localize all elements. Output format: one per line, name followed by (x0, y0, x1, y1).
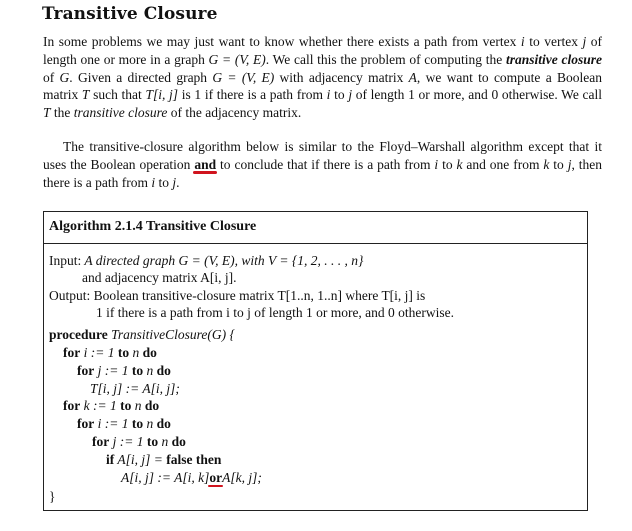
kw: to (120, 398, 132, 413)
kw: do (144, 398, 160, 413)
text: . (176, 174, 180, 190)
code-line-8 (121, 469, 262, 486)
math: T (81, 87, 90, 103)
expr: A[i, j] = (114, 452, 167, 467)
text: to (155, 174, 173, 190)
text: is 1 if there is a path from (178, 87, 327, 103)
text: The transitive-closure algorithm below is similar to the Floyd–Warshall algorithm except that it uses the Boolean operation (43, 139, 602, 172)
expr: i := 1 (80, 345, 118, 360)
procedure-keyword: procedure (49, 327, 108, 342)
expr: n (131, 398, 145, 413)
kw: for (63, 398, 81, 413)
procedure-header (49, 326, 235, 343)
code-line-2 (77, 362, 171, 379)
output-text-cont: 1 if there is a path from i to j of length 1 or more, and 0 otherwise. (96, 305, 455, 320)
math: i (326, 87, 331, 103)
code-line-1 (63, 344, 157, 361)
expr: A[k, j]; (222, 470, 262, 485)
algorithm-output (49, 287, 425, 304)
procedure-close: } (49, 489, 56, 504)
kw: do (156, 416, 171, 431)
kw: for (77, 363, 95, 378)
kw: then (192, 452, 222, 467)
math: A (408, 69, 417, 85)
text: with adjacency matrix (274, 69, 409, 85)
expr: n (129, 345, 143, 360)
kw: to (117, 345, 130, 360)
algorithm-output-cont (96, 304, 454, 321)
expr: n (143, 363, 157, 378)
kw: do (171, 434, 186, 449)
code-line-5 (77, 415, 171, 432)
math: i (520, 34, 525, 49)
math: i (434, 156, 439, 172)
expr: j := 1 (109, 434, 147, 449)
kw: for (63, 345, 81, 360)
math: j (348, 87, 353, 103)
term-emphasis: transitive closure (506, 51, 602, 67)
kw: if (106, 452, 115, 467)
math: T[i, j] (145, 87, 179, 103)
kw: to (146, 434, 159, 449)
kw: for (92, 434, 110, 449)
algorithm-input (49, 252, 363, 269)
code-line-7 (106, 451, 221, 468)
expr: n (158, 434, 172, 449)
expr: i := 1 (94, 416, 132, 431)
math: G = (V, E) (208, 51, 266, 67)
text: to conclude that if there is a path from (216, 156, 435, 172)
expr: n (143, 416, 157, 431)
algorithm-title: Algorithm 2.1.4 Transitive Closure (49, 219, 257, 234)
output-text: Boolean transitive-closure matrix T[1..n, 1..n] where T[i, j] is (90, 288, 426, 303)
code-line-3: T[i, j] := A[i, j]; (90, 381, 180, 396)
input-label: Input: (49, 253, 82, 268)
expr: k := 1 (80, 398, 121, 413)
math: T (43, 105, 51, 121)
algorithm-box (43, 211, 588, 511)
code-line-4 (63, 397, 159, 414)
text: to (330, 87, 349, 103)
text: In some problems we may just want to know whether there exists a path from vertex (43, 34, 521, 49)
input-text-cont: and adjacency matrix A[i, j]. (82, 270, 237, 285)
text: of the adjacency matrix. (167, 105, 302, 121)
kw: do (142, 345, 157, 360)
section-heading: Transitive Closure (42, 4, 218, 24)
paragraph-algorithm-intro (43, 138, 602, 191)
procedure-name: TransitiveClosure(G) { (107, 327, 235, 342)
text: , then there is a path from (43, 156, 602, 190)
and-keyword-annotated: and (194, 156, 217, 172)
text: , we want to compute a Boolean matrix (43, 69, 603, 103)
text: such that (89, 87, 146, 103)
text: to vertex (524, 34, 583, 49)
math: j (582, 34, 587, 49)
input-text: A directed graph G = (V, E), with V = {1, 2, . . . , n} (81, 253, 364, 268)
text: of length one or more in a graph (43, 34, 603, 67)
text: of (43, 69, 60, 85)
math: k (456, 156, 463, 172)
expr: A[i, j] := A[i, k] (121, 470, 210, 485)
text: to (549, 156, 568, 172)
paragraph-intro (43, 33, 602, 122)
term-italic: transitive closure (73, 105, 168, 121)
text: . We call this the problem of computing the (265, 51, 507, 67)
text: of length 1 or more, and 0 otherwise. We call (352, 87, 602, 103)
text: to (438, 156, 457, 172)
math: k (543, 156, 550, 172)
algorithm-input-cont (82, 269, 236, 286)
text: . Given a directed graph (69, 69, 213, 85)
math: j (567, 156, 572, 172)
output-label: Output: (49, 288, 91, 303)
math: G = (V, E) (212, 69, 275, 85)
or-keyword-annotated: or (209, 470, 223, 485)
math: G (59, 69, 70, 85)
text: and one from (462, 156, 544, 172)
kw: false (166, 452, 193, 467)
code-line-6 (92, 433, 186, 450)
expr: j := 1 (94, 363, 132, 378)
math: i (151, 174, 156, 190)
kw: to (131, 416, 144, 431)
kw: do (156, 363, 171, 378)
kw: to (131, 363, 144, 378)
kw: for (77, 416, 95, 431)
algorithm-header (44, 212, 587, 244)
text: the (50, 105, 74, 121)
math: j (172, 174, 177, 190)
